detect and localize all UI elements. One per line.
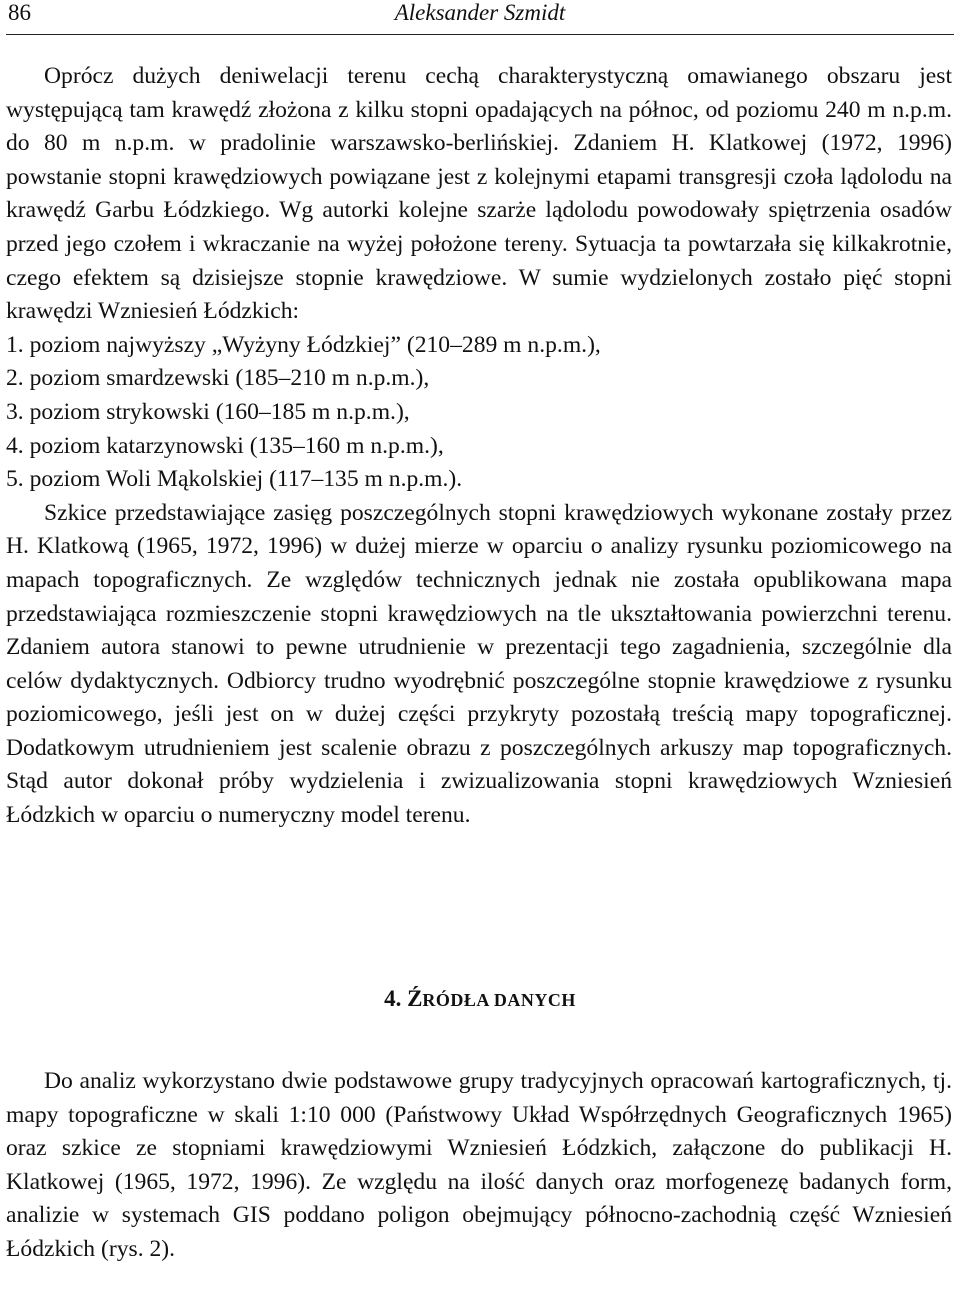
- edge-levels-list: [6, 329, 952, 497]
- intro-paragraph: Oprócz dużych deniwelacji terenu cechą charakterystyczną omawianego obszaru jest występującą tam krawędź złożona z kilku stopni opadających na północ, od poziomu 240 m n.p.m. do 80 m n.p.m. w pradolinie warszawsko-berlińskiej. Zdaniem H. Klatkowej (1972, 1996) powstanie stopni krawędziowych powiązane jest z kolejnymi etapami transgresji czoła lądolodu na krawędź Garbu Łódzkiego. Wg autorki kolejne szarże lądolodu powodowały spiętrzenia osadów przed jego czołem i wkraczanie na wyżej położone tereny. Sytuacja ta powtarzała się kilkakrotnie, czego efektem są dzisiejsze stopnie krawędziowe. W sumie wydzielonych zostało pięć stopni krawędzi Wzniesień Łódzkich:: [6, 63, 952, 325]
- list-item: 2. poziom smardzewski (185–210 m n.p.m.),: [6, 365, 430, 392]
- sketches-paragraph: Szkice przedstawiające zasięg poszczególnych stopni krawędziowych wykonane zostały przez H. Klatkową (1965, 1972, 1996) w dużej mierze w oparciu o analizy rysunku poziomicowego na mapach topograficznych. Ze względów technicznych jednak nie została opublikowana mapa przedstawiająca rozmieszczenie stopni krawędziowych na tle ukształtowania powierzchni terenu. Zdaniem autora stanowi to pewne utrudnienie w prezentacji tego zagadnienia, szczególnie dla celów dydaktycznych. Odbiorcy trudno wyodrębnić poszczególne stopnie krawędziowe z rysunku poziomicowego, jeśli jest on w dużej części przykryty pozostałą treścią mapy topograficznej. Dodatkowym utrudnieniem jest scalenie obrazu z poszczególnych arkuszy map topograficznych. Stąd autor dokonał próby wydzielenia i zwizualizowania stopni krawędziowych Wzniesień Łódzkich w oparciu o numeryczny model terenu.: [6, 499, 952, 829]
- list-item: 1. poziom najwyższy „Wyżyny Łódzkiej” (210–289 m n.p.m.),: [6, 331, 601, 358]
- list-item: 5. poziom Woli Mąkolskiej (117–135 m n.p.m.).: [6, 466, 463, 493]
- section-heading-rest: RÓDŁA DANYCH: [422, 990, 576, 1010]
- list-item: 4. poziom katarzynowski (135–160 m n.p.m.),: [6, 432, 444, 459]
- list-item: 3. poziom strykowski (160–185 m n.p.m.),: [6, 398, 410, 425]
- section-body-1: [6, 60, 952, 833]
- section-heading-prefix: 4. Ź: [384, 986, 423, 1011]
- running-header-author: Aleksander Szmidt: [394, 0, 566, 25]
- page-number: 86: [8, 0, 31, 25]
- section-body-2: [6, 1065, 952, 1267]
- running-header: [6, 0, 954, 35]
- data-sources-paragraph: Do analiz wykorzystano dwie podstawowe grupy tradycyjnych opracowań kartograficznych, tj. mapy topograficzne w skali 1:10 000 (Państwowy Układ Współrzędnych Geograficznych 1965) oraz szkice ze stopniami krawędziowymi Wzniesień Łódzkich, załączone do publikacji H. Klatkowej (1965, 1972, 1996). Ze względu na ilość danych oraz morfogenezę badanych form, analizie w systemach GIS poddano poligon obejmujący północno-zachodnią część Wzniesień Łódzkich (rys. 2).: [6, 1068, 952, 1262]
- section-heading: [0, 984, 960, 1015]
